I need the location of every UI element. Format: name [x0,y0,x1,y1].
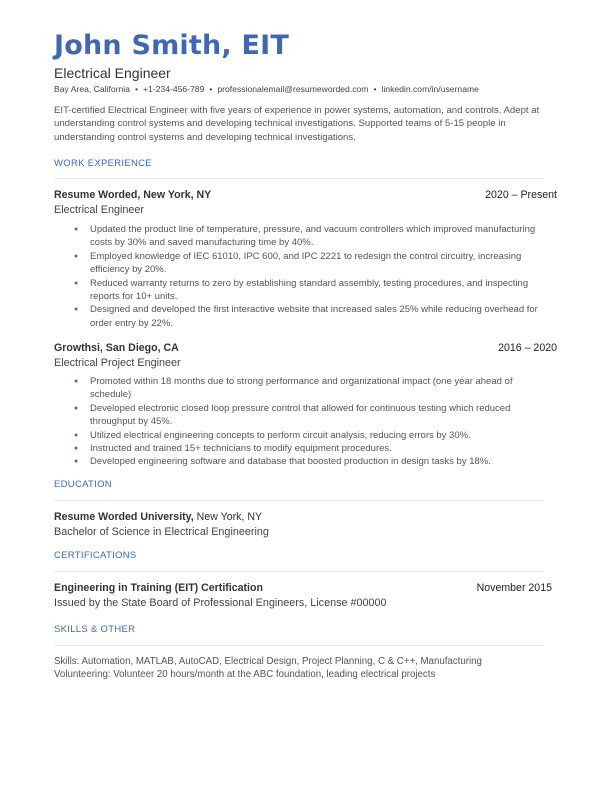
list-item: ● Developed electronic closed loop pressure control that allowed for continuous testing which reduced throughput by 45%. [74,402,554,429]
section-divider [54,178,544,179]
job-company: Resume Worded, New York, NY [54,189,212,201]
certification-date: November 2015 [476,582,552,594]
volunteering-line: Volunteering: Volunteer 20 hours/month at the ABC foundation, leading electrical projects [54,669,436,680]
candidate-name: John Smith, EIT [54,30,289,61]
section-title-skills: SKILLS & OTHER [54,624,136,635]
contact-linkedin[interactable]: linkedin.com/in/username [381,84,479,94]
contact-separator: • [134,84,138,94]
contact-phone: +1-234-456-789 [142,84,205,94]
education-location: New York, NY [193,511,263,523]
list-item: ● Developed engineering software and database that boosted production in design tasks by 18%. [74,455,554,468]
list-item: ● Employed knowledge of IEC 61010, IPC 600, and IPC 2221 to redesign the control circuitry, increasing efficiency by 20%. [74,250,554,277]
candidate-title: Electrical Engineer [54,65,171,81]
contact-separator: • [373,84,377,94]
job-bullets [74,375,554,469]
job-role: Electrical Project Engineer [54,357,181,369]
section-divider [54,500,544,501]
summary-paragraph: EIT-certified Electrical Engineer with five years of experience in power systems, automation, and controls. Adept at understanding control systems and developing technical investigations. Supported teams of 5-15 people in understanding control systems and developing technical investigations. [54,105,540,143]
list-item: ● Utilized electrical engineering concepts to perform circuit analysis, reducing errors by 30%. [74,429,554,442]
contact-line [54,84,479,94]
certification-issuer: Issued by the State Board of Professional Engineers, License #00000 [54,597,387,609]
job-dates: 2020 – Present [485,189,557,201]
section-title-education: EDUCATION [54,479,112,490]
list-item: ● Reduced warranty returns to zero by establishing standard assembly, testing procedures, and inspecting reports for 10+ units. [74,277,554,304]
job-dates: 2016 – 2020 [498,342,557,354]
list-item: ● Updated the product line of temperature, pressure, and vacuum controllers which improved manufacturing costs by 30% and saved manufacturing time by 40%. [74,223,554,250]
section-title-work: WORK EXPERIENCE [54,158,152,169]
list-item: ● Designed and developed the first interactive website that increased sales 25% while reducing overhead for order entry by 22%. [74,303,554,330]
skills-line: Skills: Automation, MATLAB, AutoCAD, Electrical Design, Project Planning, C & C++, Manufacturing [54,656,482,667]
contact-email[interactable]: professionalemail@resumeworded.com [217,84,369,94]
job-company: Growthsi, San Diego, CA [54,342,179,354]
education-degree: Bachelor of Science in Electrical Engineering [54,526,269,538]
list-item: ● Promoted within 18 months due to strong performance and organizational impact (one year ahead of schedule) [74,375,554,402]
section-divider [54,571,544,572]
contact-location: Bay Area, California [54,84,130,94]
job-role: Electrical Engineer [54,204,145,216]
job-bullets [74,223,554,330]
contact-separator: • [209,84,213,94]
education-school-line [54,511,262,523]
list-item: ● Instructed and trained 15+ technicians to modify equipment procedures. [74,442,554,455]
education-school: Resume Worded University, [54,511,194,523]
section-divider [54,645,544,646]
section-title-certifications: CERTIFICATIONS [54,550,137,561]
certification-name: Engineering in Training (EIT) Certification [54,582,263,594]
